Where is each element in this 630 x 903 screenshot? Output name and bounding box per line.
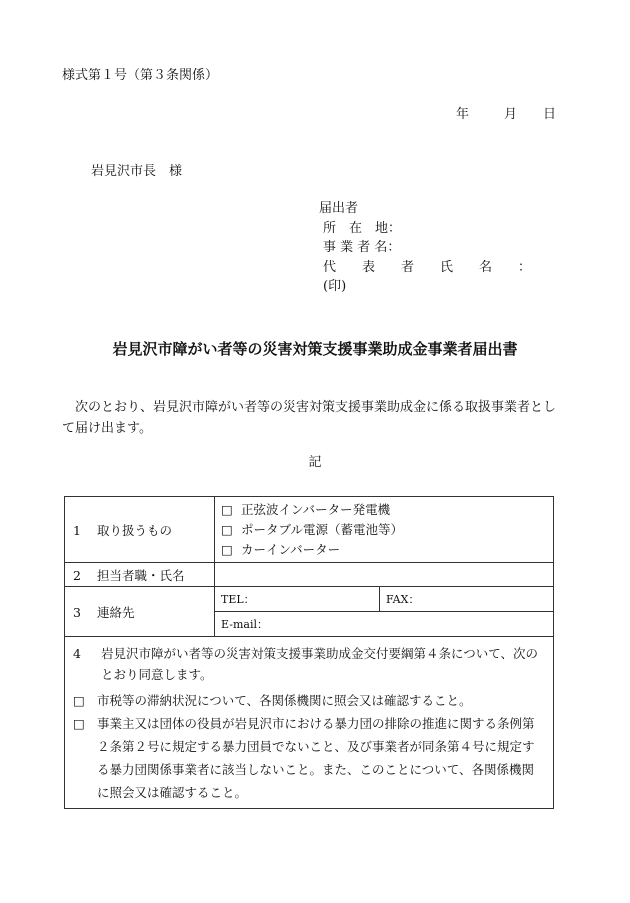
applicant-address-label: 所 在 地： bbox=[323, 220, 402, 236]
item-car-inverter[interactable]: □ カーインバーター bbox=[215, 540, 553, 560]
fax-field[interactable]: FAX： bbox=[380, 587, 554, 612]
ki-heading: 記 bbox=[308, 455, 322, 470]
tel-field[interactable]: TEL： bbox=[215, 587, 380, 612]
row3-label-cell bbox=[65, 587, 215, 637]
row2-number: 2 bbox=[73, 567, 81, 583]
applicant-representative-label: 代 表 者 氏 名 ： bbox=[323, 259, 532, 275]
row1-number: 1 bbox=[73, 522, 81, 538]
consent-item-gang[interactable] bbox=[73, 712, 545, 804]
row-consent bbox=[65, 637, 554, 809]
contact-person-field[interactable] bbox=[215, 563, 554, 587]
applicant-business-name-label: 事 業 者 名： bbox=[323, 240, 401, 255]
row-contact-tel bbox=[65, 587, 554, 612]
item-inverter-generator[interactable]: □ 正弦波インバーター発電機 bbox=[215, 500, 553, 520]
consent-item-tax-text: 市税等の滞納状況について、各関係機関に照会又は確認すること。 bbox=[97, 693, 472, 708]
row-contact-person bbox=[65, 563, 554, 587]
applicant-seal: (印) bbox=[323, 279, 347, 294]
applicant-heading: 届出者 bbox=[319, 201, 359, 216]
checkbox-icon[interactable]: □ bbox=[73, 693, 85, 708]
consent-item-tax[interactable] bbox=[73, 689, 545, 712]
row3-label: 連絡先 bbox=[97, 604, 135, 620]
consent-item-gang-text: 事業主又は団体の役員が岩見沢市における暴力団の排除の推進に関する条例第２条第２号に規定する暴力団員でないこと、及び事業者が同条第４号に規定する暴力団関係事業者に該当しないこと。また、このことについて、各関係機関に照会又は確認すること。 bbox=[97, 716, 535, 800]
checkbox-icon[interactable]: □ bbox=[221, 501, 233, 517]
row2-label-cell bbox=[65, 563, 215, 587]
checkbox-icon[interactable]: □ bbox=[221, 521, 233, 537]
consent-cell bbox=[65, 637, 554, 809]
row3-number: 3 bbox=[73, 604, 81, 620]
date-year: 年 bbox=[456, 107, 470, 122]
consent-text: 岩見沢市障がい者等の災害対策支援事業助成金交付要綱第４条について、次のとおり同意します。 bbox=[101, 646, 539, 682]
row1-label-cell bbox=[65, 497, 215, 563]
form-table bbox=[64, 496, 554, 809]
item-portable-power[interactable]: □ ポータブル電源（蓄電池等） bbox=[215, 520, 553, 540]
row2-label: 担当者職・氏名 bbox=[97, 567, 185, 583]
consent-heading bbox=[73, 643, 545, 685]
row1-items-cell bbox=[215, 497, 554, 563]
date-day: 日 bbox=[543, 107, 557, 122]
email-field[interactable]: E-mail： bbox=[215, 612, 554, 637]
row-items bbox=[65, 497, 554, 563]
form-number: 様式第１号（第３条関係） bbox=[62, 68, 219, 83]
checkbox-icon[interactable]: □ bbox=[73, 716, 85, 731]
intro-text: 次のとおり、岩見沢市障がい者等の災害対策支援事業助成金に係る取扱事業者として届け出ます。 bbox=[62, 400, 557, 436]
date-month: 月 bbox=[504, 107, 518, 122]
applicant-block bbox=[319, 199, 531, 297]
row1-label: 取り扱うもの bbox=[97, 522, 173, 538]
document-title: 岩見沢市障がい者等の災害対策支援事業助成金事業者届出書 bbox=[112, 340, 518, 358]
row4-number: 4 bbox=[73, 646, 81, 661]
checkbox-icon[interactable]: □ bbox=[221, 541, 233, 557]
addressee: 岩見沢市長 様 bbox=[91, 164, 183, 179]
